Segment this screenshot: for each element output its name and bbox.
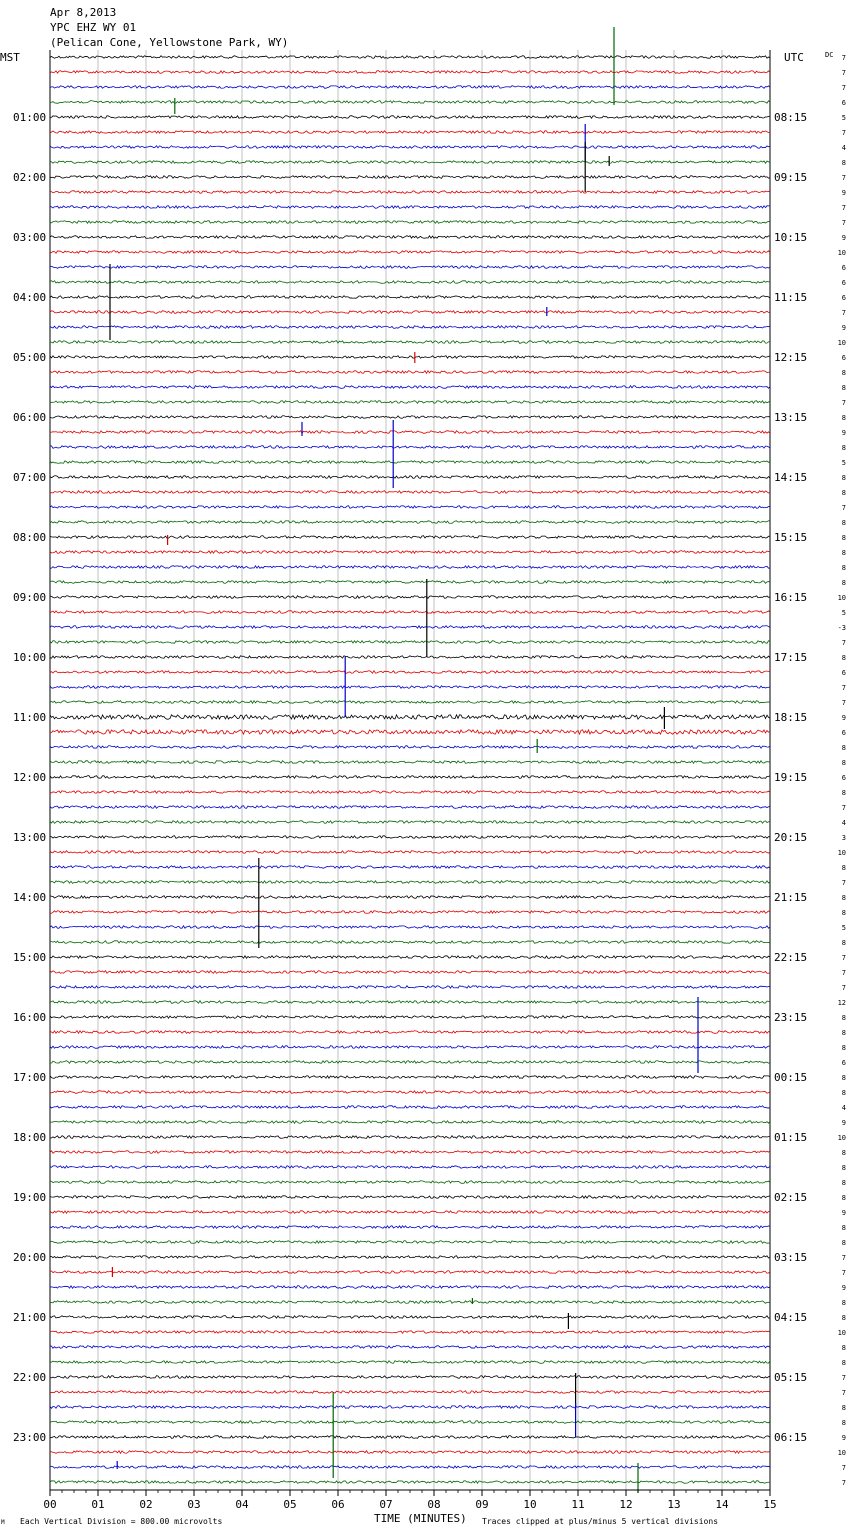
x-tick-label: 13 — [667, 1498, 681, 1511]
dc-value: 8 — [841, 1344, 846, 1352]
trace-line — [50, 266, 770, 269]
trace-line — [50, 596, 770, 599]
dc-value: 10 — [837, 1449, 846, 1457]
dc-value: 7 — [841, 309, 846, 317]
dc-value: 6 — [841, 1059, 846, 1067]
right-hour-label: 03:15 — [774, 1251, 808, 1264]
dc-value: 7 — [841, 129, 846, 137]
dc-value: 5 — [841, 114, 846, 122]
dc-value: 10 — [837, 339, 846, 347]
trace-line — [50, 1271, 770, 1274]
trace-line — [50, 1061, 770, 1064]
dc-value: 10 — [837, 849, 846, 857]
dc-value: 8 — [841, 744, 846, 752]
trace-line — [50, 641, 770, 644]
x-axis — [43, 1490, 776, 1511]
dc-value: 8 — [841, 564, 846, 572]
right-hour-label: 01:15 — [774, 1131, 808, 1144]
trace-line — [50, 86, 770, 89]
dc-value: 6 — [841, 294, 846, 302]
dc-value: 8 — [841, 654, 846, 662]
dc-value: 8 — [841, 909, 846, 917]
x-tick-label: 10 — [523, 1498, 537, 1511]
dc-value: 9 — [841, 1434, 846, 1442]
right-hour-label: 10:15 — [774, 231, 808, 244]
dc-value: 9 — [841, 234, 846, 242]
trace-line — [50, 1406, 770, 1409]
trace-line — [50, 221, 770, 224]
dc-value: 8 — [841, 534, 846, 542]
trace-line — [50, 416, 770, 419]
trace-line — [50, 1121, 770, 1124]
dc-value: 8 — [841, 489, 846, 497]
trace-line — [50, 161, 770, 164]
dc-value: 8 — [841, 159, 846, 167]
trace-line — [50, 701, 770, 704]
event-spikes — [110, 27, 698, 1493]
trace-line — [50, 686, 770, 689]
x-tick-label: 15 — [763, 1498, 777, 1511]
trace-line — [50, 791, 770, 794]
dc-value: 7 — [841, 1479, 846, 1487]
left-hour-label: 12:00 — [13, 771, 47, 784]
trace-line — [50, 941, 770, 944]
left-hour-label: 13:00 — [13, 831, 47, 844]
dc-value: 8 — [841, 1014, 846, 1022]
dc-value: 6 — [841, 264, 846, 272]
trace-line — [50, 431, 770, 434]
trace-lines — [50, 56, 770, 1484]
dc-value: 8 — [841, 864, 846, 872]
left-hour-label: 09:00 — [13, 591, 47, 604]
dc-value: 7 — [841, 69, 846, 77]
trace-line — [50, 71, 770, 74]
dc-value: 10 — [837, 1134, 846, 1142]
x-tick-label: 08 — [427, 1498, 441, 1511]
dc-value: 8 — [841, 1074, 846, 1082]
trace-line — [50, 971, 770, 974]
left-hour-label: 14:00 — [13, 891, 47, 904]
trace-line — [50, 1256, 770, 1259]
trace-line — [50, 851, 770, 854]
trace-line — [50, 296, 770, 299]
trace-line — [50, 1316, 770, 1319]
left-hour-label: 07:00 — [13, 471, 47, 484]
x-tick-label: 09 — [475, 1498, 489, 1511]
left-timezone-label: MST — [0, 51, 20, 64]
dc-value: 6 — [841, 354, 846, 362]
trace-line — [50, 56, 770, 59]
trace-line — [50, 1166, 770, 1169]
right-hour-label: 19:15 — [774, 771, 808, 784]
right-hour-label: 09:15 — [774, 171, 808, 184]
dc-value: 7 — [841, 1464, 846, 1472]
trace-line — [50, 656, 770, 659]
trace-line — [50, 146, 770, 149]
trace-line — [50, 715, 770, 719]
left-hour-label: 16:00 — [13, 1011, 47, 1024]
trace-line — [50, 1346, 770, 1349]
dc-value: 7 — [841, 684, 846, 692]
trace-line — [50, 836, 770, 839]
trace-line — [50, 1136, 770, 1139]
trace-line — [50, 1451, 770, 1454]
trace-line — [50, 671, 770, 674]
left-hour-label: 22:00 — [13, 1371, 47, 1384]
dc-value: 5 — [841, 609, 846, 617]
trace-line — [50, 1031, 770, 1034]
trace-line — [50, 926, 770, 929]
dc-value: 7 — [841, 219, 846, 227]
dc-value: 9 — [841, 324, 846, 332]
dc-value: 8 — [841, 759, 846, 767]
footer-clip-note: Traces clipped at plus/minus 5 vertical divisions — [482, 1517, 719, 1526]
trace-line — [50, 1361, 770, 1364]
trace-line — [50, 626, 770, 629]
right-hour-label: 23:15 — [774, 1011, 808, 1024]
trace-line — [50, 1016, 770, 1019]
header-date: Apr 8,2013 — [50, 6, 117, 19]
trace-line — [50, 1226, 770, 1229]
trace-line — [50, 866, 770, 869]
right-hour-label: 13:15 — [774, 411, 808, 424]
dc-value: 8 — [841, 1359, 846, 1367]
trace-line — [50, 236, 770, 239]
dc-value: 8 — [841, 579, 846, 587]
dc-value: 8 — [841, 1299, 846, 1307]
dc-value: 8 — [841, 789, 846, 797]
trace-line — [50, 776, 770, 779]
trace-line — [50, 896, 770, 899]
trace-line — [50, 176, 770, 179]
left-hour-label: 20:00 — [13, 1251, 47, 1264]
dc-value: 7 — [841, 1389, 846, 1397]
trace-line — [50, 101, 770, 104]
dc-value: 7 — [841, 174, 846, 182]
dc-value: 10 — [837, 1329, 846, 1337]
trace-line — [50, 611, 770, 614]
right-hour-label: 00:15 — [774, 1071, 808, 1084]
dc-value: 4 — [841, 1104, 846, 1112]
footer-corner-mark: M — [1, 1519, 5, 1526]
trace-line — [50, 1046, 770, 1049]
header-station: YPC EHZ WY 01 — [50, 21, 137, 34]
dc-value: 8 — [841, 444, 846, 452]
dc-value: 6 — [841, 774, 846, 782]
dc-value: 7 — [841, 984, 846, 992]
left-hour-label: 04:00 — [13, 291, 47, 304]
trace-line — [50, 1001, 770, 1004]
dc-value: 8 — [841, 519, 846, 527]
left-hour-label: 05:00 — [13, 351, 47, 364]
left-hour-labels — [13, 111, 46, 1444]
trace-line — [50, 821, 770, 824]
dc-value: 7 — [841, 504, 846, 512]
left-hour-label: 11:00 — [13, 711, 47, 724]
right-hour-label: 05:15 — [774, 1371, 808, 1384]
x-axis-title: TIME (MINUTES) — [374, 1512, 467, 1525]
left-hour-label: 10:00 — [13, 651, 47, 664]
trace-line — [50, 956, 770, 959]
dc-value: 3 — [841, 834, 846, 842]
trace-line — [50, 1181, 770, 1184]
dc-value: 7 — [841, 969, 846, 977]
x-tick-label: 00 — [43, 1498, 57, 1511]
left-hour-label: 01:00 — [13, 111, 47, 124]
trace-line — [50, 761, 770, 764]
left-hour-label: 03:00 — [13, 231, 47, 244]
dc-value: 7 — [841, 84, 846, 92]
dc-value: 7 — [841, 204, 846, 212]
trace-line — [50, 116, 770, 119]
right-hour-label: 14:15 — [774, 471, 808, 484]
trace-line — [50, 566, 770, 569]
x-tick-label: 05 — [283, 1498, 297, 1511]
trace-line — [50, 1481, 770, 1484]
left-hour-label: 19:00 — [13, 1191, 47, 1204]
trace-line — [50, 326, 770, 329]
dc-value: 7 — [841, 54, 846, 62]
trace-line — [50, 536, 770, 539]
dc-value: 5 — [841, 924, 846, 932]
trace-line — [50, 371, 770, 374]
right-timezone-label: UTC — [784, 51, 804, 64]
dc-value: 8 — [841, 1089, 846, 1097]
dc-value: 8 — [841, 1224, 846, 1232]
dc-value: 7 — [841, 804, 846, 812]
footer-scale-note: Each Vertical Division = 800.00 microvolts — [20, 1517, 223, 1526]
x-tick-label: 04 — [235, 1498, 249, 1511]
right-hour-label: 18:15 — [774, 711, 808, 724]
dc-value: 4 — [841, 144, 846, 152]
trace-line — [50, 191, 770, 194]
dc-value: 8 — [841, 414, 846, 422]
dc-value: 8 — [841, 1404, 846, 1412]
dc-value: 7 — [841, 1254, 846, 1262]
trace-line — [50, 1091, 770, 1094]
trace-line — [50, 206, 770, 209]
dc-value: 7 — [841, 699, 846, 707]
dc-value: 8 — [841, 549, 846, 557]
dc-value: 9 — [841, 714, 846, 722]
dc-value: 8 — [841, 1179, 846, 1187]
dc-value: 7 — [841, 879, 846, 887]
dc-value: 8 — [841, 384, 846, 392]
x-tick-label: 11 — [571, 1498, 585, 1511]
right-hour-label: 20:15 — [774, 831, 808, 844]
dc-value: 12 — [837, 999, 846, 1007]
x-tick-label: 01 — [91, 1498, 105, 1511]
right-hour-label: 17:15 — [774, 651, 808, 664]
dc-offset-labels — [838, 54, 846, 1487]
x-tick-label: 12 — [619, 1498, 633, 1511]
trace-line — [50, 386, 770, 389]
trace-line — [50, 1196, 770, 1199]
left-hour-label: 08:00 — [13, 531, 47, 544]
trace-line — [50, 911, 770, 914]
x-tick-label: 02 — [139, 1498, 153, 1511]
trace-line — [50, 1241, 770, 1244]
dc-value: 6 — [841, 279, 846, 287]
dc-value: 9 — [841, 1209, 846, 1217]
dc-value: 10 — [837, 249, 846, 257]
left-hour-label: 23:00 — [13, 1431, 47, 1444]
trace-line — [50, 521, 770, 524]
right-hour-label: 22:15 — [774, 951, 808, 964]
trace-line — [50, 1436, 770, 1439]
trace-line — [50, 476, 770, 479]
right-hour-label: 02:15 — [774, 1191, 808, 1204]
left-hour-label: 02:00 — [13, 171, 47, 184]
left-hour-label: 21:00 — [13, 1311, 47, 1324]
trace-line — [50, 311, 770, 314]
dc-value: 8 — [841, 474, 846, 482]
dc-value: 8 — [841, 1239, 846, 1247]
right-hour-label: 12:15 — [774, 351, 808, 364]
left-hour-label: 15:00 — [13, 951, 47, 964]
x-tick-label: 06 — [331, 1498, 345, 1511]
dc-value: 9 — [841, 429, 846, 437]
left-hour-label: 18:00 — [13, 1131, 47, 1144]
left-hour-label: 17:00 — [13, 1071, 47, 1084]
right-hour-label: 15:15 — [774, 531, 808, 544]
trace-line — [50, 1391, 770, 1394]
dc-value: 8 — [841, 1149, 846, 1157]
trace-line — [50, 446, 770, 449]
dc-value: 10 — [837, 594, 846, 602]
x-tick-label: 03 — [187, 1498, 201, 1511]
dc-value: 9 — [841, 189, 846, 197]
trace-line — [50, 581, 770, 584]
dc-value: 6 — [841, 99, 846, 107]
trace-line — [50, 131, 770, 134]
dc-value: 8 — [841, 1194, 846, 1202]
trace-line — [50, 1286, 770, 1289]
dc-value: 8 — [841, 894, 846, 902]
trace-line — [50, 806, 770, 809]
trace-line — [50, 1106, 770, 1109]
trace-line — [50, 1466, 770, 1469]
dc-value: 8 — [841, 369, 846, 377]
dc-value: 8 — [841, 1314, 846, 1322]
trace-line — [50, 356, 770, 359]
trace-line — [50, 281, 770, 284]
trace-line — [50, 746, 770, 749]
x-tick-label: 07 — [379, 1498, 393, 1511]
trace-line — [50, 341, 770, 344]
trace-line — [50, 1421, 770, 1424]
trace-line — [50, 491, 770, 494]
dc-value: 7 — [841, 1374, 846, 1382]
left-hour-label: 06:00 — [13, 411, 47, 424]
dc-value: 8 — [841, 1044, 846, 1052]
trace-line — [50, 1376, 770, 1379]
dc-value: 8 — [841, 1029, 846, 1037]
right-hour-label: 06:15 — [774, 1431, 808, 1444]
trace-line — [50, 1151, 770, 1154]
trace-line — [50, 881, 770, 884]
header-location: (Pelican Cone, Yellowstone Park, WY) — [50, 36, 289, 49]
trace-line — [50, 1331, 770, 1334]
trace-line — [50, 986, 770, 989]
dc-value: 9 — [841, 1119, 846, 1127]
trace-line — [50, 551, 770, 554]
dc-value: 8 — [841, 939, 846, 947]
trace-line — [50, 1301, 770, 1304]
trace-line — [50, 1211, 770, 1214]
dc-label: DC — [825, 51, 834, 59]
trace-line — [50, 730, 770, 734]
dc-value: 5 — [841, 459, 846, 467]
dc-value: 4 — [841, 819, 846, 827]
right-hour-label: 21:15 — [774, 891, 808, 904]
x-tick-label: 14 — [715, 1498, 729, 1511]
dc-value: 7 — [841, 399, 846, 407]
dc-value: 8 — [841, 1419, 846, 1427]
trace-line — [50, 401, 770, 404]
right-hour-label: 04:15 — [774, 1311, 808, 1324]
trace-line — [50, 461, 770, 464]
right-hour-label: 08:15 — [774, 111, 808, 124]
dc-value: 9 — [841, 1284, 846, 1292]
dc-value: 6 — [841, 729, 846, 737]
dc-value: 7 — [841, 954, 846, 962]
right-hour-label: 16:15 — [774, 591, 808, 604]
dc-value: 6 — [841, 669, 846, 677]
trace-line — [50, 251, 770, 254]
dc-value: 8 — [841, 1164, 846, 1172]
dc-value: 7 — [841, 639, 846, 647]
dc-value: -3 — [837, 624, 846, 632]
trace-line — [50, 506, 770, 509]
trace-line — [50, 1076, 770, 1079]
dc-value: 7 — [841, 1269, 846, 1277]
right-hour-label: 11:15 — [774, 291, 808, 304]
right-hour-labels — [774, 111, 807, 1444]
